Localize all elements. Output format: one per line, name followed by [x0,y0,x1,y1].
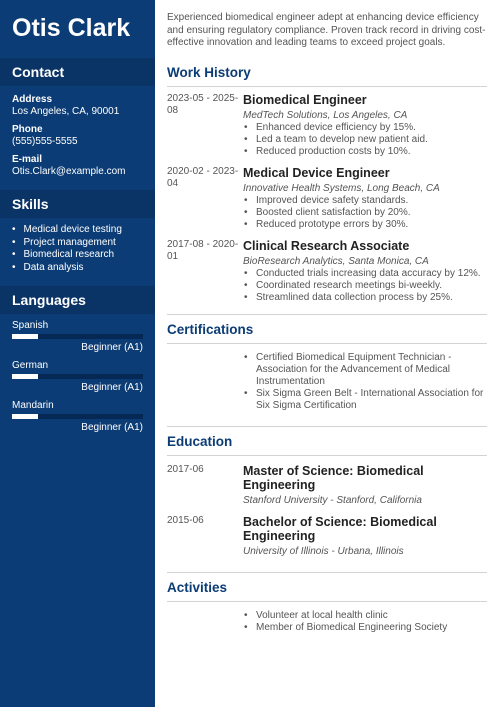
education-degree: Bachelor of Science: Biomedical Engineering [243,514,437,543]
activities-list [243,610,487,634]
language-bar-fill [12,334,38,339]
contact-heading: Contact [0,58,155,86]
certification-item: • Six Sigma Green Belt - International Association for Six Sigma Certification [243,388,487,412]
section-divider [167,343,487,344]
job-bullet: • Led a team to develop new patient aid. [243,134,487,146]
skill-item: • Medical device testing [12,224,143,237]
education-date: 2017-06 [167,463,204,475]
education-school: Stanford University - Stanford, California [243,494,422,506]
job-date: 2017-08 - 2020-01 [167,238,239,262]
job-bullet: • Boosted client satisfaction by 20%. [243,207,487,219]
job-bullet: • Streamlined data collection process by 25%. [243,292,487,304]
summary-text: Experienced biomedical engineer adept at enhancing device efficiency and ensuring regulatory compliance. Proven track record in driving cost-effective innovation and leading teams to exceed project goals. [167,12,486,48]
language-name: Mandarin [12,400,54,411]
skill-item: • Biomedical research [12,249,143,262]
skills-list [0,218,155,278]
work-history-heading: Work History [167,64,251,80]
job-title: Clinical Research Associate [243,238,410,253]
language-bar [12,334,143,339]
language-bar-fill [12,414,38,419]
language-item [12,320,143,354]
certifications-list [243,352,487,412]
language-name: German [12,360,49,371]
education-heading: Education [167,433,233,449]
activity-item: • Volunteer at local health clinic [243,610,487,622]
job-bullet: • Reduced production costs by 10%. [243,146,487,158]
education-entry [167,464,487,507]
language-bar [12,414,143,419]
job-title: Biomedical Engineer [243,92,367,107]
activity-item: • Member of Biomedical Engineering Society [243,622,487,634]
job-entry [167,239,487,304]
language-item [12,400,143,434]
phone-label: Phone [12,124,43,135]
education-date: 2015-06 [167,514,204,526]
job-company: Innovative Health Systems, Long Beach, CA [243,182,440,194]
education-entry [167,515,487,558]
job-title: Medical Device Engineer [243,165,390,180]
languages-list [0,320,155,434]
main-content [167,0,487,634]
language-bar [12,374,143,379]
language-item [12,360,143,394]
skill-item: • Data analysis [12,262,143,275]
education-school: University of Illinois - Urbana, Illinois [243,545,404,557]
job-bullets [243,268,487,304]
job-bullet: • Conducted trials increasing data accuracy by 12%. [243,268,487,280]
education-degree: Master of Science: Biomedical Engineering [243,463,424,492]
languages-heading: Languages [0,286,155,314]
language-level: Beginner (A1) [81,422,143,433]
job-company: MedTech Solutions, Los Angeles, CA [243,109,408,121]
job-bullet: • Coordinated research meetings bi-weekly. [243,280,487,292]
phone-value: (555)555-5555 [12,136,78,147]
job-company: BioResearch Analytics, Santa Monica, CA [243,255,429,267]
activities-heading: Activities [167,579,228,595]
job-date: 2020-02 - 2023-04 [167,165,239,189]
job-entry [167,166,487,231]
section-divider [167,455,487,456]
job-bullets [243,122,487,158]
job-bullets [243,195,487,231]
certifications-heading: Certifications [167,321,254,337]
section-divider [167,601,487,602]
language-bar-fill [12,374,38,379]
address-label: Address [12,94,53,105]
address-value: Los Angeles, CA, 90001 [12,106,120,117]
job-bullet: • Reduced prototype errors by 30%. [243,219,487,231]
skills-heading: Skills [0,190,155,218]
job-entry [167,93,487,158]
language-level: Beginner (A1) [81,342,143,353]
contact-block [0,86,155,182]
skill-item: • Project management [12,237,143,250]
certification-item: • Certified Biomedical Equipment Technician - Association for the Advancement of Medical Instrumentation [243,352,487,388]
sidebar [0,0,155,707]
job-bullet: • Enhanced device efficiency by 15%. [243,122,487,134]
section-divider [167,86,487,87]
email-label: E-mail [12,154,43,165]
candidate-name: Otis Clark [12,14,131,42]
job-date: 2023-05 - 2025-08 [167,92,239,116]
email-value[interactable]: Otis.Clark@example.com [12,166,126,177]
language-level: Beginner (A1) [81,382,143,393]
job-bullet: • Improved device safety standards. [243,195,487,207]
language-name: Spanish [12,320,49,331]
